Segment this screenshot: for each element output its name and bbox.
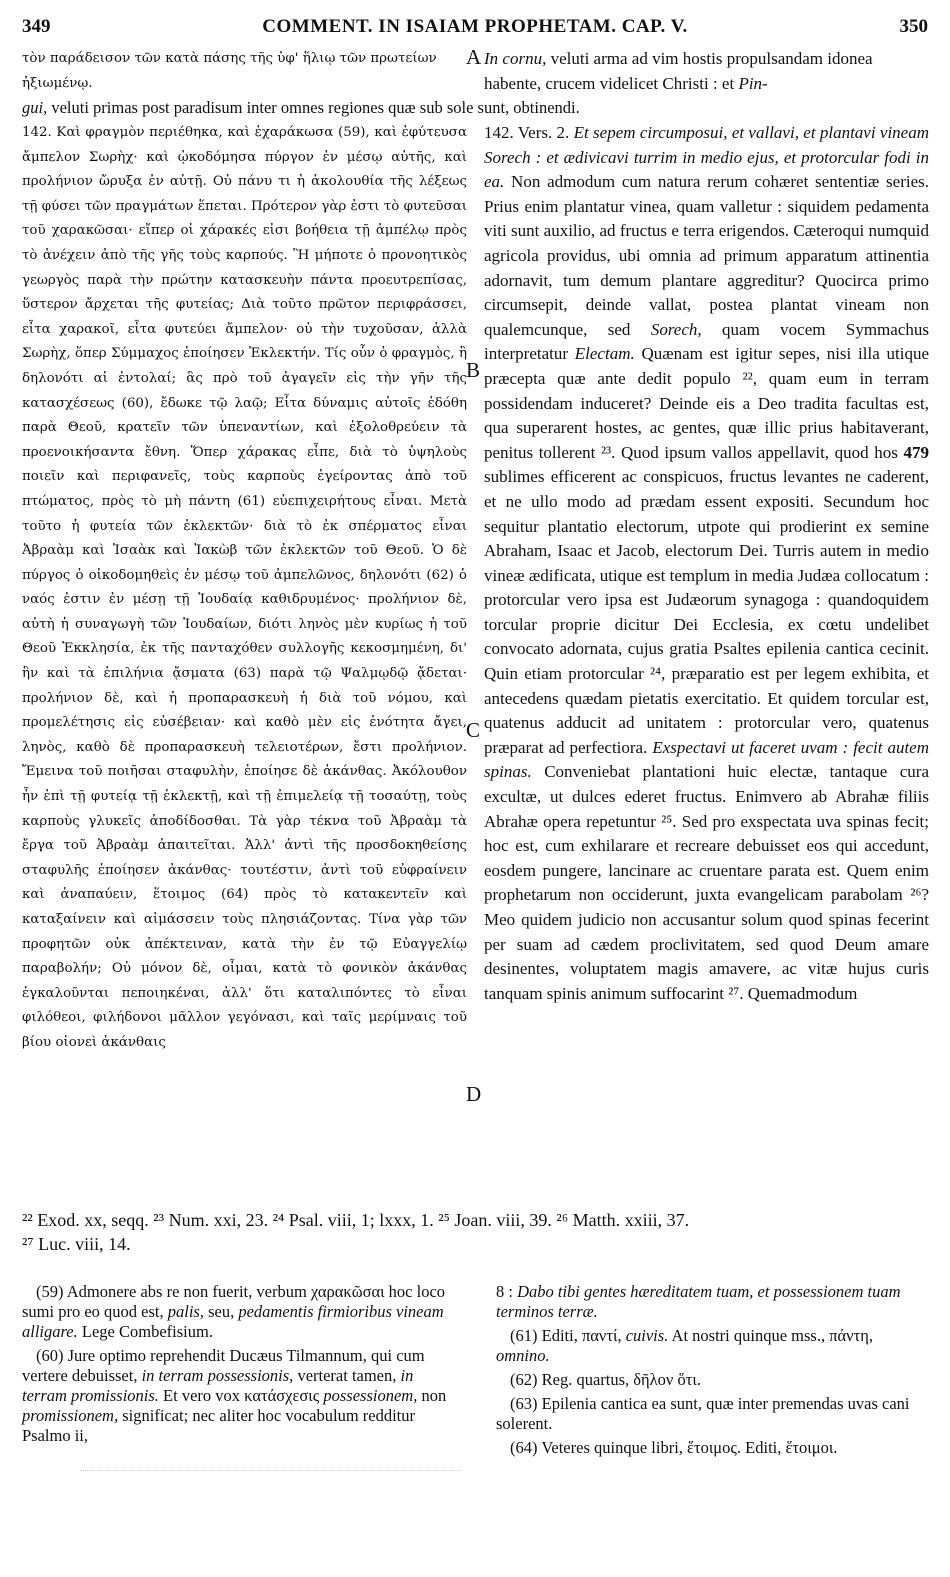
note-60-text-4: non: [417, 1386, 447, 1405]
latin-top-text: [484, 47, 929, 95]
page-number-left: 349: [22, 16, 51, 37]
greek-top-text: τὸν παράδεισον τῶν κατὰ πάσης τῆς ὑφ' ἥλιῳ τῶν πρωτείων ἠξιωμένῳ.: [22, 51, 437, 91]
note-60-italic: in terram possessionis,: [141, 1366, 294, 1385]
full-line-italic: gui,: [22, 98, 48, 117]
latin-italic-sorech: Sorech,: [650, 319, 702, 339]
latin-text-4: sublimes efficerent ac conspicuos, fructus levantes ne caderent, et ne ullo modo ad prædam essent expositi. Secundum hoc sequitur plantatio electorum, utpote qui prodierint ex semine Abraham, Isaac et Jacob, electorum Dei. Turris autem in medio vineæ ædificata, utique est templum in media Judæa collocatum : protorcular vero ipsa est Judæorum synagoga : quandoquidem torcular proprie dicitur Dei Ecclesia, ex cœtu undelibet convocato adornata, cujus gratia Psaltes epilenia cantica cecinit. Quin etiam protorcular ²⁴, præparatio est per legem exhibita, et antecedens quædam pietatis exercitatio. Et quidem torcular est, quatenus adducit ad unitatem : protorcular vero, quatenus præparat ad perfectiora.: [484, 467, 929, 757]
note-61-italic: cuivis.: [625, 1326, 669, 1345]
latin-column: [484, 121, 929, 1196]
margin-marker-a: A: [466, 45, 482, 69]
editorial-notes-right: [496, 1282, 928, 1462]
full-line-text: veluti primas post paradisum inter omnes regiones quæ sub sole sunt, obtinendi.: [47, 98, 580, 117]
note-60-cont-italic: Dabo tibi gentes hæreditatem tuam, et possessionem tuam terminos terræ.: [496, 1282, 901, 1321]
scripture-footnotes: [22, 1208, 928, 1256]
latin-top-italic: In cornu,: [484, 49, 547, 68]
margin-marker-c: C: [466, 718, 481, 742]
latin-text-3: Quænam est igitur sepes, nisi illa utique præcepta quæ ante dedit populo ²², quam eum in terram possidendam induceret? Deinde eis a Deo tradita facultas est, qua superarent hostes, ac gentes, quæ illic prius habitaverant, penitus tollerent ²³. Quod ipsum vallos appellavit, quod hos: [484, 344, 929, 462]
inline-page-number: 479: [903, 442, 929, 462]
latin-verse-quote: Et sepem circumposui, et vallavi, et plantavi vineam Sorech : et ædivicavi turrim in medio ejus, et protorcular fodi in ea.: [484, 123, 929, 192]
latin-text-5: Conveniebat plantationi huic electæ, tantaque cura excultæ, ut dulces ederet fructus. Enimvero ab Abrahæ filiis Abrahæ opera repetuntur ²⁵. Sed pro exspectata uva spinas fecit; hoc est, cum exhilarare et recreare debuisset eos qui accedunt, eosdem pungere, lancinare ac cruentare parata est. Quem enim prophetarum non occiderunt, juxta evangelicam parabolam ²⁶? Meo quidem judicio non accusantur solum quod spinas fecerint per suam ad cædem proclivitatem, sed quod Deum amare desinentes, voluptatem magis amavere, ac vitæ hujus curis tanquam spinis animum suffocarint ²⁷. Quemadmodum: [484, 762, 929, 1003]
latin-verse-ref: 142. Vers. 2.: [484, 123, 574, 142]
note-61-italic-2: omnino.: [496, 1346, 550, 1365]
note-60: [22, 1346, 454, 1446]
note-61: [496, 1326, 928, 1366]
note-59-italic-2: pedamentis firmioribus vineam alligare.: [22, 1302, 444, 1341]
note-61-text-2: At nostri quinque mss., πάντη,: [668, 1326, 874, 1345]
footnote-line-2: ²⁷ Luc. viii, 14.: [22, 1234, 131, 1254]
note-62: (62) Reg. quartus, δῆλον ὅτι.: [510, 1370, 701, 1389]
latin-text-2: quam vocem Symmachus interpretatur: [484, 319, 929, 364]
note-59: [22, 1282, 454, 1342]
margin-marker-d: D: [466, 1082, 482, 1106]
margin-marker-b: B: [466, 358, 481, 382]
note-59-text: (59) Admonere abs re non fuerit, verbum χαρακῶσαι hoc loco sumi pro eo quod est,: [22, 1282, 446, 1321]
note-63: (63) Epilenia cantica ea sunt, quæ inter premendas uvas cani solerent.: [496, 1394, 910, 1433]
note-60-italic-4: promissionem,: [22, 1406, 119, 1425]
note-64: (64) Veteres quinque libri, ἕτοιμος. Editi, ἕτοιμοι.: [510, 1438, 838, 1457]
latin-italic-electam: Electam.: [574, 344, 635, 364]
running-title: COMMENT. IN ISAIAM PROPHETAM. CAP. V.: [262, 16, 688, 37]
note-60-text-2: verterat tamen,: [293, 1366, 401, 1385]
latin-top-italic-2: Pin-: [738, 73, 768, 93]
note-60-text: (60) Jure optimo reprehendit Ducæus Tilmannum, qui cum vertere debuisset,: [22, 1346, 425, 1385]
running-header: [22, 16, 928, 40]
editorial-notes-left: [22, 1282, 454, 1450]
full-width-line: [22, 96, 928, 120]
note-60-text-5: significat; nec aliter hoc vocabulum redditur Psalmo ii,: [22, 1406, 416, 1445]
note-60-cont-text: 8 :: [496, 1282, 518, 1301]
note-59-text-3: Lege Combefisium.: [77, 1322, 213, 1341]
note-61-text: (61) Editi, παντί,: [510, 1326, 626, 1345]
note-60-continued: [496, 1282, 928, 1322]
note-60-italic-3: possessionem,: [323, 1386, 418, 1405]
footnote-line-1: ²² Exod. xx, seqq. ²³ Num. xxi, 23. ²⁴ Psal. viii, 1; lxxx, 1. ²⁵ Joan. viii, 39. ²⁶ Matth. xxiii, 37.: [22, 1210, 690, 1230]
latin-top-body: veluti arma ad vim hostis propulsandam idonea habente, crucem videlicet Christi : et: [484, 49, 873, 93]
note-60-italic-2: in terram promissionis.: [22, 1366, 414, 1405]
latin-italic-exspectavi: Exspectavi ut faceret uvam : fecit autem spinas.: [484, 737, 929, 782]
note-59-italic: palis,: [167, 1302, 204, 1321]
bottom-dotted-rule: [80, 1470, 460, 1471]
page-number-right: 350: [899, 16, 928, 37]
note-59-text-2: seu,: [203, 1302, 239, 1321]
latin-text-1: Non admodum cum natura rerum cohæret sententiæ series. Prius enim plantatur vinea, quam valletur : siquidem pedamenta viti sunt auxilio, ad fructus e terra erigendos. Cæteroqui numquid agricola providus, ubi omnia ad primum apparatum attinentia adornavit, tum demum plantare aggreditur? Quocirca primo circumsepit, deinde vallat, postea plantat vineam non qualemcunque, sed: [484, 172, 929, 339]
greek-column: 142. Καὶ φραγμὸν περιέθηκα, καὶ ἐχαράκωσα (59), καὶ ἐφύτευσα ἄμπελον Σωρὴχ· καὶ ᾠκοδόμησα πύργον ἐν μέσῳ αὐτῆς, καὶ προλήνιον ὤρυξα ἐν αὐτῇ. Οὐ πάνυ τι ἡ ἀκολουθία τῆς λέξεως τῇ φύσει τῶν πραγμάτων ἕπεται. Πρότερον γὰρ ἐστι τὸ φυτεῦσαι τοῦ χαρακῶσαι· εἴπερ οἱ χάρακές εἰσι βοήθεια τῇ ἀμπέλῳ πρὸς τὸ ἀνέχειν ἀπὸ τῆς γῆς τοὺς καρπούς. Ἢ μήποτε ὁ προνοητικὸς γεωργὸς παρὰ τὴν πρώτην κατασκευὴν πάντα προευτρεπίσας, ὕστερον ἄρχεται τῆς φυτείας; Διὰ τοῦτο πρῶτον περιφράσσει, εἶτα χαρακοῖ, εἶτα φυτεύει ἄμπελον· οὐ τὴν τυχοῦσαν, ἀλλὰ Σωρὴχ, ὅπερ Σύμμαχος ἐποίησεν Ἐκλεκτήν. Τίς οὖν ὁ φραγμὸς, ἢ δηλονότι αἱ ἐντολαί; ἃς πρὸ τοῦ ἀγαγεῖν εἰς τὴν γῆν τῆς κατασχέσεως (60), ἔδωκε τῷ λαῷ; Εἶτα δύναμις αὐτοῖς ἐδόθη παρὰ Θεοῦ, κρατεῖν τῶν ὑπεναντίων, καὶ ἐξολοθρεύειν τὰ προενοικήσαντα ἔθνη. Ὅπερ χάρακας εἶπε, διὰ τὸ ὑψηλοὺς ποιεῖν καὶ περιφανεῖς, τοὺς καρποὺς ἐγείροντας ἀπὸ τοῦ πτώματος, πρὸς τὸ μὴ πάντη (61) εὐεπιχειρήτους εἶναι. Μετὰ τοῦτο ἡ φυτεία τῶν ἐκλεκτῶν· διὰ τὸ ἐκ σπέρματος εἶναι Ἀβραὰμ καὶ Ἰσαὰκ καὶ Ἰακὼβ τῶν ἐκλεκτῶν τοῦ Θεοῦ. Ὁ δὲ πύργος ὁ οἰκοδομηθεὶς ἐν μέσῳ τοῦ ἀμπελῶνος, δηλονότι (62) ὁ ναός ἐστιν ἐν μέσῃ τῇ Ἰουδαίᾳ καθιδρυμένος· προλήνιον δὲ, αὐτὴ ἡ συναγωγὴ τῶν Ἰουδαίων, διότι ληνὸς μὲν κυρίως ἡ τοῦ Θεοῦ Ἐκκλησία, ἐκ τῆς πανταχόθεν συλλογῆς κεκοσμημένη, δι' ἣν καὶ τὰ ἐπιλήνια ᾄσματα (63) παρὰ τῷ Ψαλμῳδῷ ᾄδεται· προλήνιον δὲ, καὶ ἡ προπαρασκευὴ ἡ διὰ τοῦ νόμου, καὶ προμελέτησις εἰς εὐσέβειαν· καὶ καθὸ μὲν εἰς ἑνότητα ἄγει, ληνὸς, καθὸ δὲ προπαρασκευὴ τελειοτέρων, ἔστι προλήνιον. Ἔμεινα τοῦ ποιῆσαι σταφυλὴν, ἐποίησε δὲ ἀκάνθας. Ἀκόλουθον ἦν ἐπὶ τῇ φυτείᾳ τῇ ἐκλεκτῇ, καὶ τῇ ἐπιμελείᾳ τῇ τοσαύτῃ, τοὺς καρποὺς γλυκεῖς ἀποδίδοσθαι. Τὰ γὰρ τέκνα τοῦ Ἀβραὰμ τὰ ἔργα τοῦ Ἀβραὰμ ἀπαιτεῖται. Ἀλλ' ἀντὶ τῆς προσδοκηθείσης σταφυλῆς ἐποίησεν ἀκάνθας· τουτέστιν, ἀντὶ τοῦ εὐφραίνειν καὶ ἀναπαύειν, ἕτοιμος (64) πρὸς τὸ κατακεντεῖν καὶ καταξαίνειν καὶ αἱμάσσειν τοὺς πλησιάζοντας. Τίνα γὰρ τῶν προφητῶν οὐκ ἀπέκτειναν, κατὰ τὴν ἐν τῷ Εὐαγγελίῳ παραβολήν; Οὐ μόνον δὲ, οἶμαι, κατὰ τὸ φονικὸν ἀκάνθας ἐγκαλοῦνται πεποιηκέναι, ἀλλ' ὅτι καταλιπόντες τὸ εἶναι φιλόθεοι, φιλήδονοι μᾶλλον γεγόνασι, καὶ ταῖς μερίμναις τοῦ βίου οἱονεὶ ἀκάνθαις: [22, 125, 467, 1050]
note-60-text-3: Et vero vox κατάσχεσις: [158, 1386, 324, 1405]
